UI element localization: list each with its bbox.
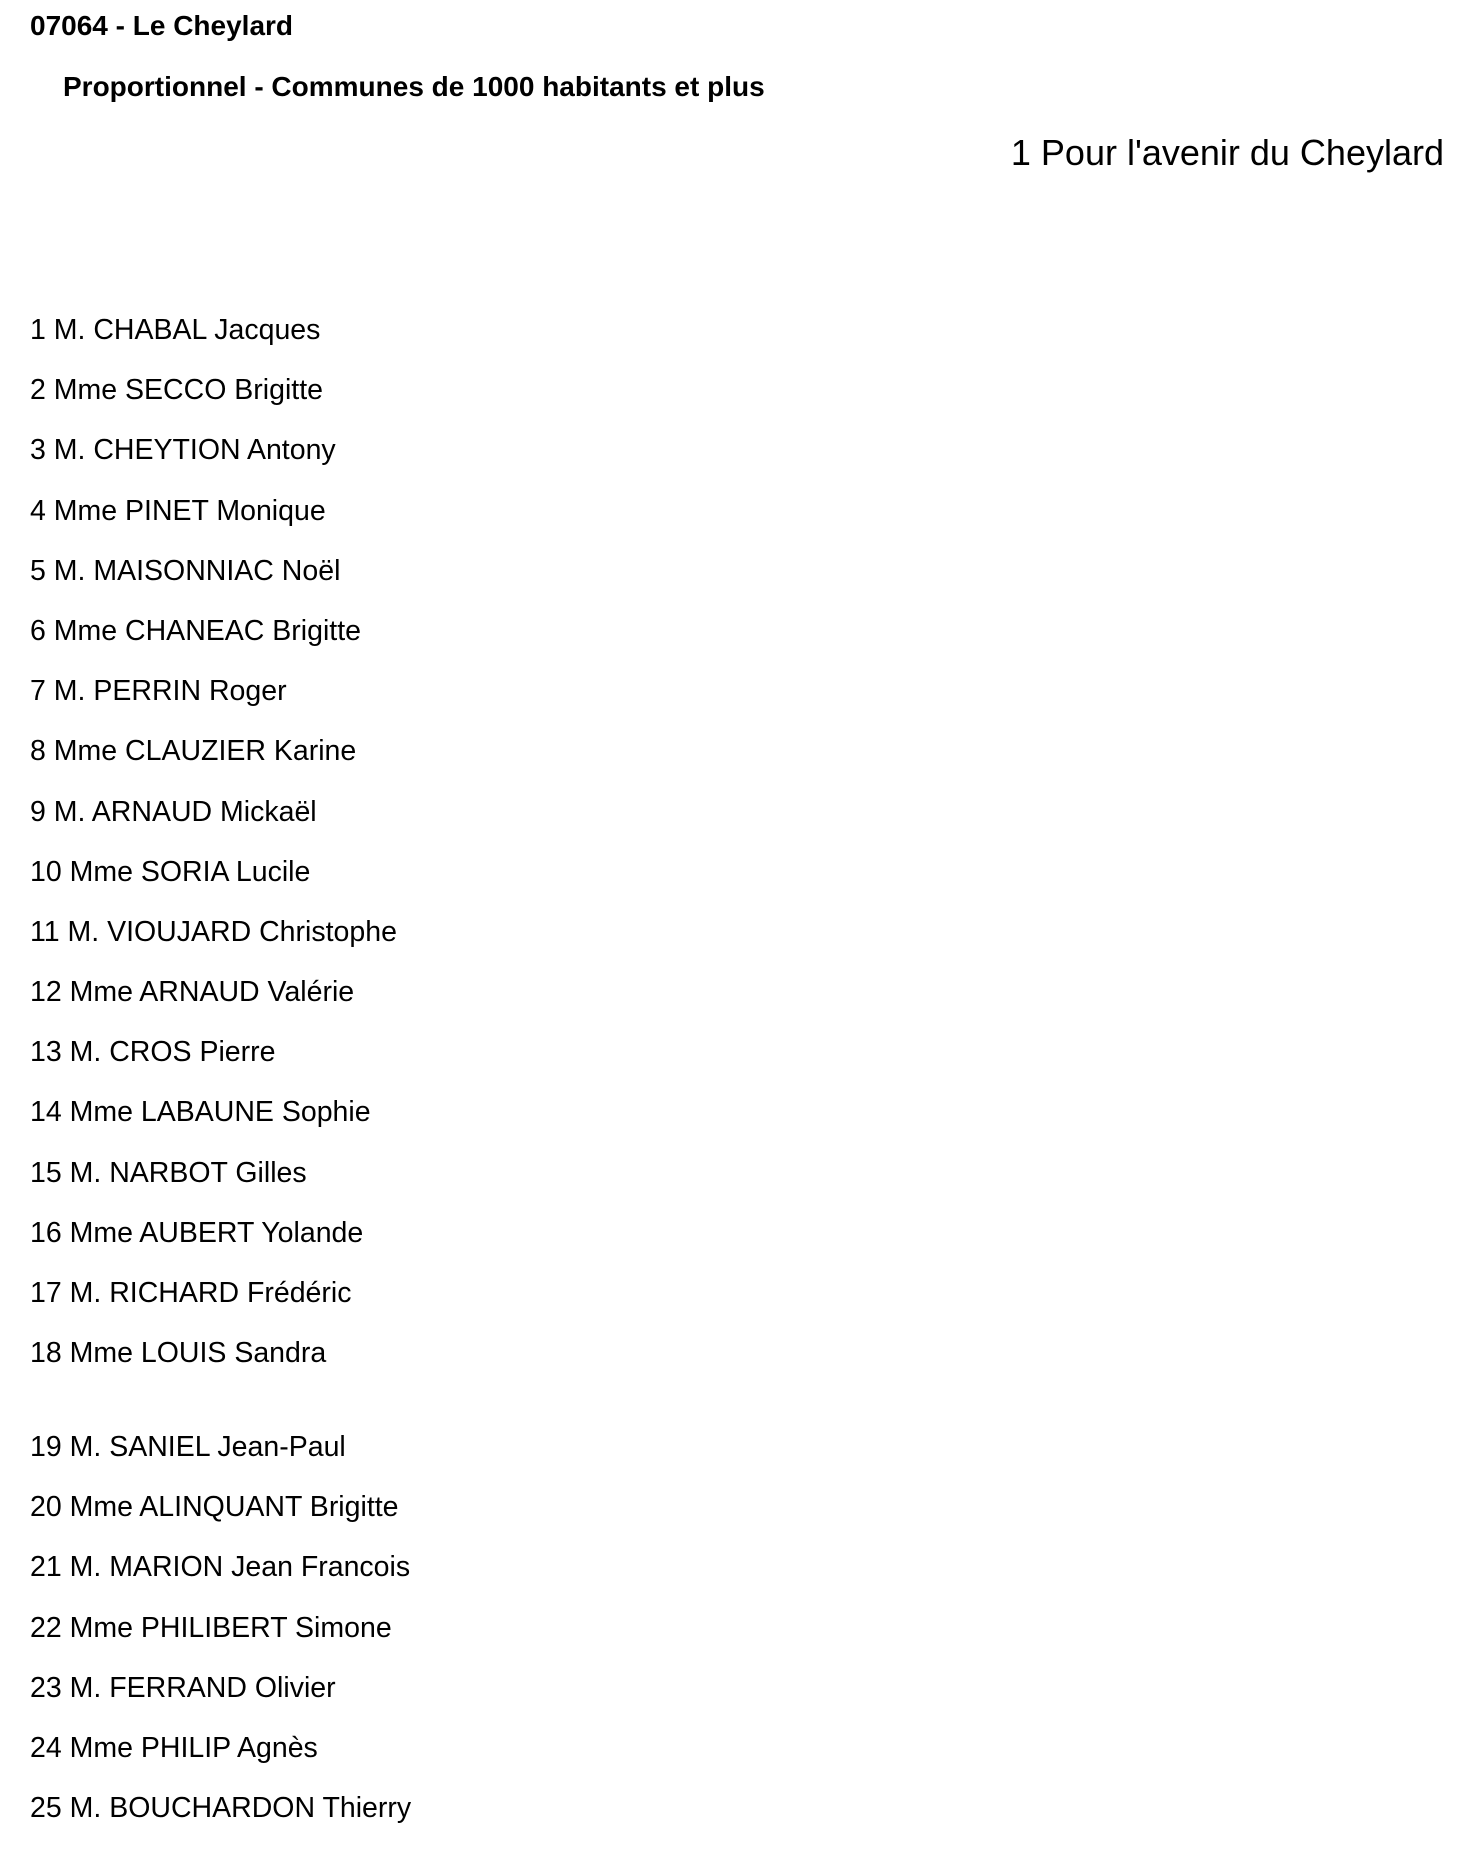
candidate-row: 3 M. CHEYTION Antony [30, 434, 336, 467]
candidate-row: 10 Mme SORIA Lucile [30, 855, 311, 888]
candidate-row: 9 M. ARNAUD Mickaël [30, 795, 317, 828]
candidate-row: 12 Mme ARNAUD Valérie [30, 976, 355, 1009]
candidate-row: 18 Mme LOUIS Sandra [30, 1337, 327, 1370]
candidate-row: 5 M. MAISONNIAC Noël [30, 554, 341, 587]
candidate-row: 20 Mme ALINQUANT Brigitte [30, 1491, 399, 1524]
candidate-row: 6 Mme CHANEAC Brigitte [30, 614, 361, 647]
candidate-row: 8 Mme CLAUZIER Karine [30, 735, 357, 768]
candidate-row: 15 M. NARBOT Gilles [30, 1156, 307, 1189]
candidate-row: 22 Mme PHILIBERT Simone [30, 1611, 392, 1644]
candidate-row: 19 M. SANIEL Jean-Paul [30, 1431, 346, 1463]
commune-title: 07064 - Le Cheylard [30, 10, 294, 41]
candidate-row: 4 Mme PINET Monique [30, 494, 326, 527]
candidate-row: 13 M. CROS Pierre [30, 1036, 276, 1069]
candidate-row: 7 M. PERRIN Roger [30, 675, 287, 708]
list-name: 1 Pour l'avenir du Cheylard [1010, 132, 1444, 173]
candidate-row: 25 M. BOUCHARDON Thierry [30, 1792, 412, 1825]
candidate-row: 16 Mme AUBERT Yolande [30, 1216, 364, 1249]
candidate-row: 17 M. RICHARD Frédéric [30, 1277, 352, 1309]
candidate-row: 23 M. FERRAND Olivier [30, 1671, 336, 1704]
candidate-row: 24 Mme PHILIP Agnès [30, 1731, 318, 1764]
candidate-list [30, 300, 397, 1383]
candidate-row: 14 Mme LABAUNE Sophie [30, 1096, 371, 1129]
scrutin-type: Proportionnel - Communes de 1000 habitants et plus [63, 71, 765, 102]
candidate-row: 2 Mme SECCO Brigitte [30, 374, 323, 407]
candidate-row: 1 M. CHABAL Jacques [30, 314, 321, 346]
supplementary-candidate-list [30, 1417, 411, 1838]
candidate-row: 21 M. MARION Jean Francois [30, 1551, 411, 1584]
candidate-row: 11 M. VIOUJARD Christophe [30, 915, 397, 948]
